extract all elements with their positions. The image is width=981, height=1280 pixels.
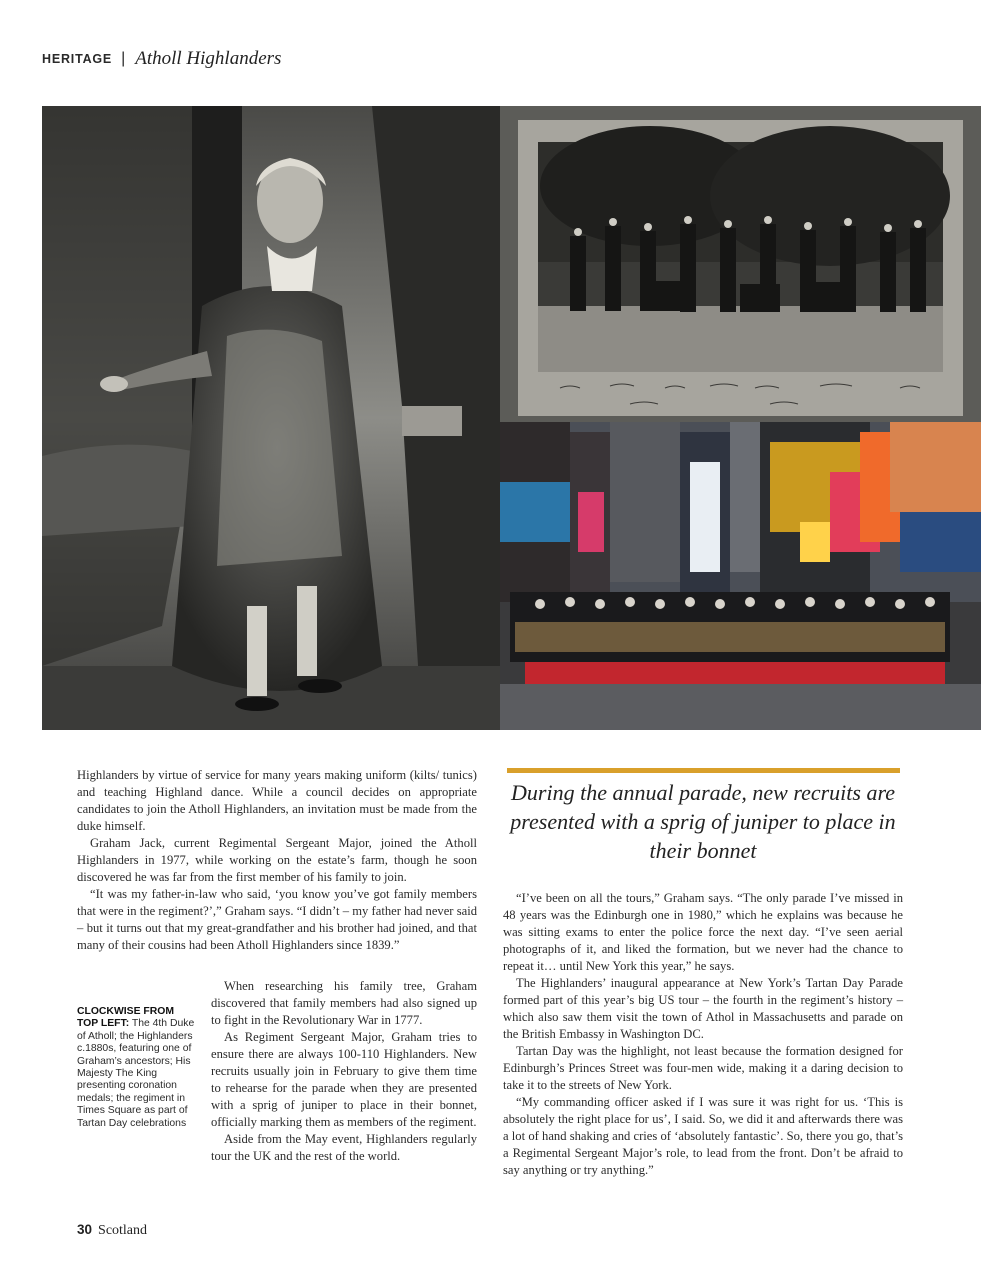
paragraph: Highlanders by virtue of service for many years making uniform (kilts/ tunics) and teaching Highland dance. While a council decides on appropriate candidates to join the Atholl Highlanders, an invitation must be made from the duke himself. — [77, 768, 477, 833]
article-title: Atholl Highlanders — [135, 48, 282, 69]
body-column-left — [77, 767, 477, 954]
paragraph: Aside from the May event, Highlanders regularly tour the UK and the rest of the world. — [211, 1132, 477, 1163]
caption-text: The 4th Duke of Atholl; the Highlanders c.1880s, featuring one of Graham’s ancestors; His Majesty The King presenting coronation medals; the regiment in Times Square as part of Tartan Day celebrations — [77, 1018, 195, 1129]
paragraph: “I’ve been on all the tours,” Graham says. “The only parade I’ve missed in 48 years was the Edinburgh one in 1980,” which he explains was because he was sitting exams to enter the police force the next day. “I’ve seen aerial photographs of it, and liked the formation, but we never had the chance to repeat it… until New York this year,” he says. — [503, 891, 903, 973]
portrait-image — [42, 106, 500, 730]
body-column-middle — [211, 978, 477, 1165]
times-square-image — [500, 422, 981, 730]
page-footer — [77, 1222, 147, 1239]
publication-name: Scotland — [98, 1223, 148, 1238]
pull-quote: During the annual parade, new recruits are presented with a sprig of juniper to place in their bonnet — [510, 780, 896, 863]
photo-caption — [77, 1006, 195, 1130]
paragraph: When researching his family tree, Graham discovered that family members had also signed up to fight in the Revolutionary War in 1777. — [211, 979, 477, 1027]
section-label: HERITAGE — [42, 52, 113, 66]
pull-quote-rule — [507, 768, 900, 773]
header-separator: | — [121, 50, 126, 67]
caption-lead: CLOCKWISE FROM TOP LEFT: — [77, 1006, 174, 1030]
group-photo-image — [500, 106, 981, 422]
body-column-right — [503, 890, 903, 1179]
paragraph: Tartan Day was the highlight, not least because the formation designed for Edinburgh’s Princes Street was four-men wide, making it a daring decision to take it to the streets of New York. — [503, 1044, 903, 1092]
paragraph: “It was my father-in-law who said, ‘you know you’ve got family members that were in the regiment?’,” Graham says. “I didn’t – my father had never said – but it turns out that my great-grandfather and his brother had joined, and that many of their cousins had been Atholl Highlanders since 1839.” — [77, 887, 477, 952]
paragraph: As Regiment Sergeant Major, Graham tries to ensure there are always 100-110 Highlanders. New recruits usually join in February to give them time to rehearse for the parade when they are presented with a sprig of juniper to place in their bonnet, officially marking them as members of the regiment. — [211, 1030, 477, 1129]
paragraph: The Highlanders’ inaugural appearance at New York’s Tartan Day Parade formed part of this year’s big US tour – the fourth in the regiment’s history – which also saw them visit the town of Athol in Massachusetts and parade on the British Embassy in Washington DC. — [503, 976, 903, 1041]
page-number: 30 — [77, 1222, 93, 1237]
paragraph: Graham Jack, current Regimental Sergeant Major, joined the Atholl Highlanders in 1977, while working on the estate’s farm, though he soon discovered he was far from the first member of his family to join. — [77, 836, 477, 884]
page-header — [42, 46, 281, 72]
paragraph: “My commanding officer asked if I was sure it was right for us. ‘This is absolutely the right place for us’, I said. So, we did it and afterwards there was a lot of hand shaking and cries of ‘absolutely fantastic’. So, there you go, that’s a Regimental Sergeant Major’s role, to lead from the front. Don’t be afraid to say anything or try anything.” — [503, 1095, 903, 1177]
